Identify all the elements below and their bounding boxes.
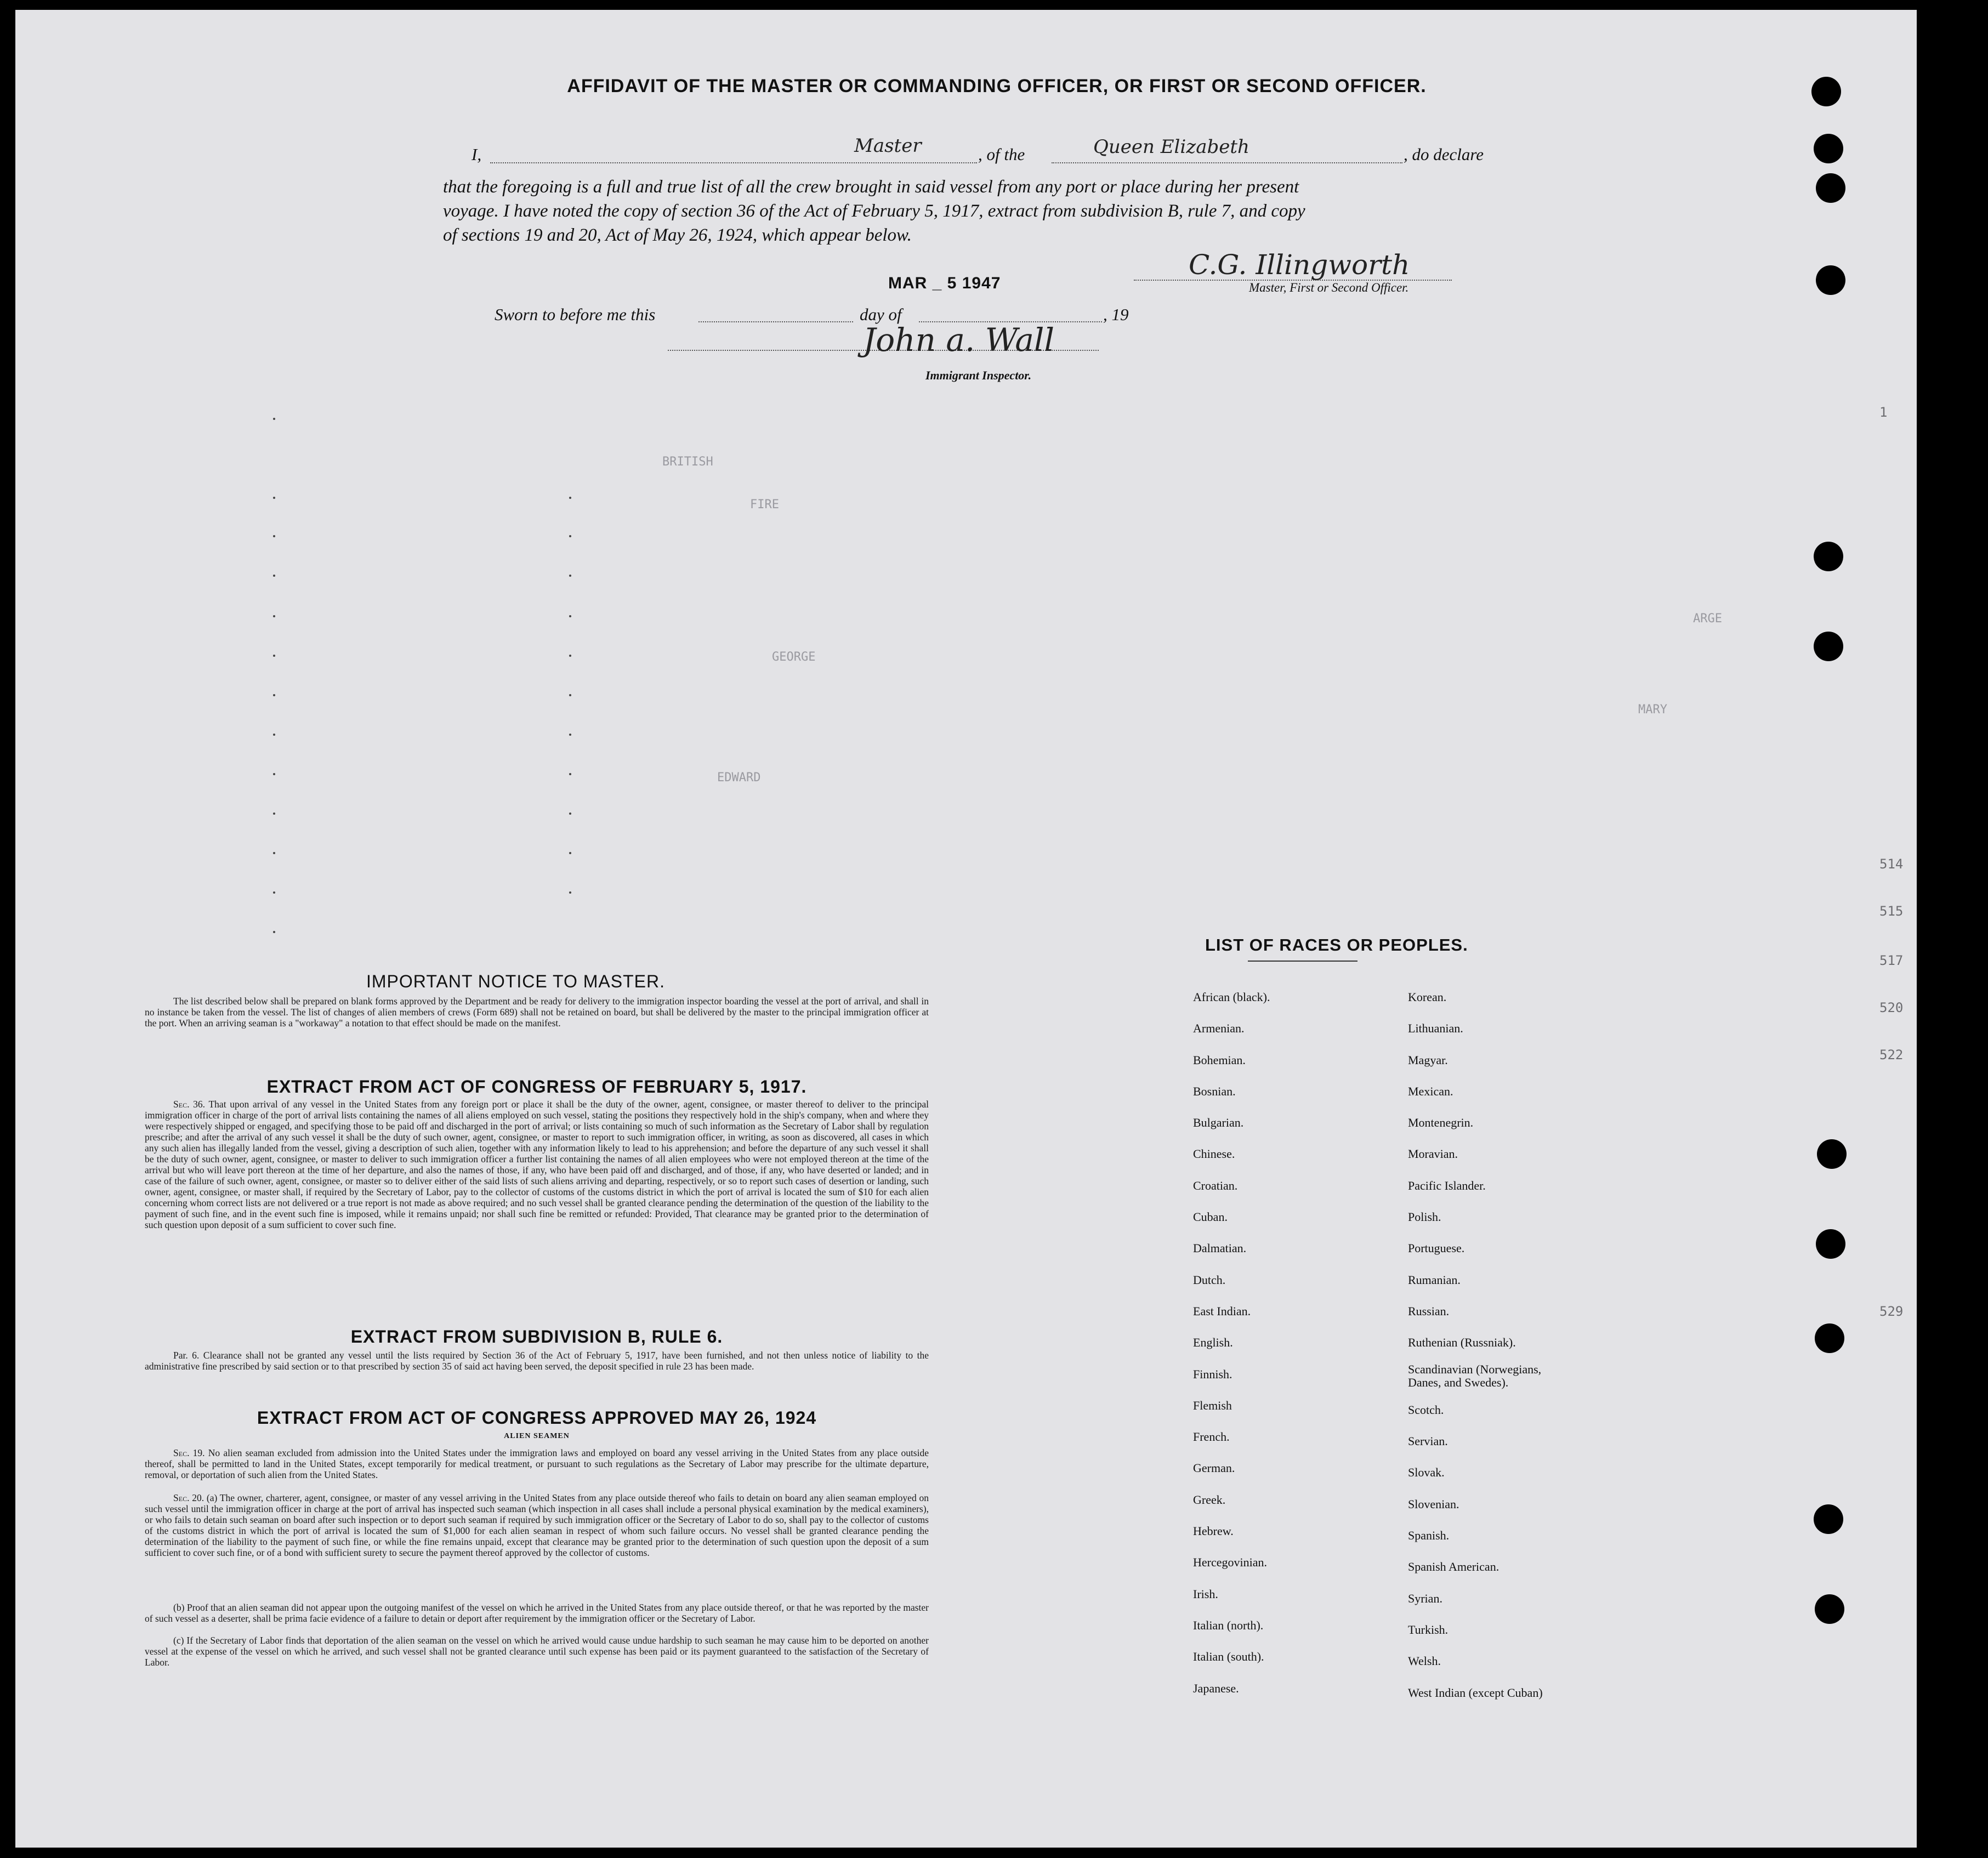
race-item: Polish. — [1408, 1210, 1441, 1224]
extract-1924-subtitle: ALIEN SEAMEN — [504, 1432, 570, 1440]
punch-hole — [1815, 1594, 1844, 1624]
of-the-label: , of the — [978, 145, 1025, 164]
punch-hole — [1815, 1323, 1844, 1353]
race-item: Portuguese. — [1408, 1241, 1465, 1255]
affidavit-title: AFFIDAVIT OF THE MASTER OR COMMANDING OFFICER, OR FIRST OR SECOND OFFICER. — [567, 76, 1427, 96]
officer-caption: Master, First or Second Officer. — [1249, 281, 1409, 294]
race-item: Montenegrin. — [1408, 1116, 1474, 1130]
punch-hole — [1814, 542, 1843, 571]
sec19-text: No alien seaman excluded from admission into the United States under the immigration laws and employed on board any vessel arriving in the United States from any place outside thereof, shall be permitted to land in the United States, except temporarily for medical treatment, or pursuant to such regulations as the Secretary of Labor may prescribe for the ultimate departure, removal, or deportation of such alien from the United States. — [145, 1447, 929, 1480]
race-item: Japanese. — [1193, 1681, 1239, 1695]
vessel-handwritten: Queen Elizabeth — [1093, 136, 1249, 158]
race-item: Greek. — [1193, 1492, 1226, 1507]
affidavit-body-line-1: that the foregoing is a full and true list of all the crew brought in said vessel from any port or place during her present — [443, 177, 1299, 197]
race-item: Flemish — [1193, 1398, 1232, 1412]
day-of-label: day of — [860, 305, 902, 324]
extract-1924-title: EXTRACT FROM ACT OF CONGRESS APPROVED MAY 26, 1924 — [257, 1408, 817, 1428]
race-item: Scotch. — [1408, 1402, 1444, 1417]
race-item: Russian. — [1408, 1304, 1450, 1318]
race-item: Turkish. — [1408, 1622, 1449, 1637]
affidavit-body-line-3: of sections 19 and 20, Act of May 26, 1924, which appear below. — [443, 225, 912, 245]
race-item: Hebrew. — [1193, 1524, 1234, 1538]
punch-hole — [1817, 1139, 1847, 1169]
races-title: LIST OF RACES OR PEOPLES. — [1205, 935, 1468, 954]
race-item: French. — [1193, 1430, 1230, 1444]
race-item: Slovak. — [1408, 1465, 1445, 1480]
race-item: Spanish American. — [1408, 1560, 1499, 1574]
extract-1924-sec20b: (b) Proof that an alien seaman did not appear upon the outgoing manifest of the vessel on which he arrived in the United States from any place outside thereof, or that he was reported by the master of such vessel as a deserter, shall be prima facie evidence of a failure to detain or deport after requirement by the immigration officer or the Secretary of Labor. — [145, 1602, 929, 1624]
race-item: Italian (north). — [1193, 1618, 1264, 1632]
races-left-column — [1193, 981, 1390, 1704]
races-title-rule — [1248, 961, 1357, 962]
race-item: Rumanian. — [1408, 1272, 1461, 1287]
race-item: Cuban. — [1193, 1210, 1228, 1224]
race-item: Pacific Islander. — [1408, 1178, 1486, 1192]
extract-1924-sec19 — [145, 1447, 929, 1480]
race-item: German. — [1193, 1461, 1235, 1475]
race-item: Chinese. — [1193, 1147, 1235, 1161]
race-item: Finnish. — [1193, 1367, 1232, 1381]
extract-1917-title: EXTRACT FROM ACT OF CONGRESS OF FEBRUARY 5, 1917. — [266, 1077, 807, 1096]
extract-rule6-title: EXTRACT FROM SUBDIVISION B, RULE 6. — [350, 1327, 723, 1346]
affidavit-body-line-2: voyage. I have noted the copy of section 36 of the Act of February 5, 1917, extract from subdivision B, rule 7, and copy — [443, 201, 1305, 221]
race-item: Armenian. — [1193, 1021, 1245, 1036]
race-item: Mexican. — [1408, 1084, 1453, 1098]
sworn-label: Sworn to before me this — [495, 305, 656, 324]
notice-text: The list described below shall be prepared on blank forms approved by the Department and be ready for delivery to the immigration inspector boarding the vessel at the port of arrival, and shall in no instance be taken from the vessel. The list of changes of alien members of crews (Form 689) shall not be retained on board, but shall be delivered by the master to the principal immigration officer at the port. When an arriving seaman is a "workaway" a notation to that effect should be made on the manifest. — [145, 996, 929, 1029]
extract-1924-sec20a — [145, 1492, 929, 1558]
race-item: Irish. — [1193, 1587, 1218, 1601]
extract-rule6-text: Clearance shall not be granted any vessel until the lists required by Section 36 of the Act of February 5, 1917, have been furnished, and not then unless notice of liability to the administrative fine prescribed by said section or to that prescribed by section 35 of said act having been served, the deposit specified in rule 23 has been made. — [145, 1350, 929, 1372]
races-right-column — [1408, 981, 1649, 1708]
race-item: Bohemian. — [1193, 1053, 1246, 1067]
date-stamp: MAR _ 5 1947 — [888, 274, 1001, 292]
race-item: Syrian. — [1408, 1591, 1442, 1605]
punch-hole — [1811, 77, 1841, 106]
inspector-caption: Immigrant Inspector. — [925, 368, 1032, 382]
race-item: Dutch. — [1193, 1272, 1226, 1287]
sec20a-text: (a) The owner, charterer, agent, consignee, or master of any vessel arriving in the United States from any place outside thereof who fails to detain on board any alien seaman employed on such vessel until the immigration officer in charge at the port of arrival has inspected such seaman (which inspection in all cases shall include a personal physical examination by the medical examiners), or who fails to detain such seaman on board after such inspection or to deport such seaman if required by such immigration officer or the Secretary of Labor to do so, shall pay to the collector of customs of the customs district in which the port of arrival is located the sum of $1,000 for each alien seaman in respect of whom such failure occurs. No vessel shall be granted clearance pending the determination of the liability to the payment of such fine, or while the fine remains unpaid, except that clearance may be granted prior to the determination of such question upon the deposit of a sum sufficient to cover such fine, or of a bond with sufficient surety to secure the payment thereof approved by the collector of customs. — [145, 1492, 929, 1558]
race-item: Bosnian. — [1193, 1084, 1236, 1098]
notice-title: IMPORTANT NOTICE TO MASTER. — [366, 971, 665, 991]
race-item: English. — [1193, 1336, 1233, 1350]
race-item: Moravian. — [1408, 1147, 1458, 1161]
race-item: Italian (south). — [1193, 1650, 1264, 1664]
race-item: Scandinavian (Norwegians, Danes, and Swedes). — [1408, 1362, 1542, 1389]
extract-rule6-body — [145, 1350, 929, 1372]
document-page: AFFIDAVIT OF THE MASTER OR COMMANDING OFFICER, OR FIRST OR SECOND OFFICER. I, Master , of the Queen Elizabeth , do declare that the foregoing is a full and true list of all the crew brought in said vessel from any port or place during her present voyage. I have noted the copy of section 36 of the Act of February 5, 1917, extract from subdivision B, rule 7, and copy of sections 19 and 20, Act of May 26, 1924, which appear below. MAR _ 5 1947 C.G. Illingworth Master, First or Second Officer. Sworn to before me this day of , 19 John a. Wall Immigrant Inspector. BRITISH FIRE GEORGE EDWARD ARGE MARY 1 514 515 517 520 522 529 IMPORTANT NOTICE TO MASTER. The list described below shall be prepared on blank forms approved by the Department and be ready for delivery to the immigration inspector boarding the vessel at the port of arrival, and shall in no instance be taken from the vessel. The list of changes of alien members of crews (Form 689) shall not be retained on board, but shall be delivered by the master to the principal immigration officer at the port. When an arriving seaman is a "workaway" a notation to that effect should be made on the manifest. EXTRACT FROM ACT OF CONGRESS OF FEBRUARY 5, 1917. Sec. 36. That upon arrival of any vessel in the United States from any foreign port or place it shall be the duty of the owner, agent, consignee, or master thereof to deliver to the principal immigration officer in charge of the port of arrival lists containing the names of all aliens employed on such vessel, stating the positions they respectively hold in the ship's company, when and where they were respectively shipped or engaged, and specifying those to be paid off and discharged in the port of arrival; or lists containing so much of such information as the Secretary of Labor shall by regulation prescribe; and after the arrival of any such vessel it shall be the duty of such owner, agent, consignee, or master to report to such immigration officer, in writing, as soon as discovered, all cases in which any such alien has illegally landed from the vessel, giving a description of such alien, together with any information likely to lead to his apprehension; and before the departure of any such vessel it shall be the duty of such owner, agent, consignee, or master to deliver to such immigration officer a further list containing the names of all alien employees who were not employed thereon at the time of the arrival but who will leave port thereon at the time of her departure, and also the names of those, if any, who have been paid off and discharged, and of those, if any, who have deserted or landed; and in case of the failure of such owner, agent, consignee, or master so to deliver either of the said lists of such aliens arriving and departing, respectively, or so to report such cases of desertion or landing, such owner, agent, consignee, or master shall, if required by the Secretary of Labor, pay to the collector of customs of the customs district in which the port of arrival is located the sum of $10 for each alien concerning whom correct lists are not delivered or a true report is not made as above required; and no such vessel shall be granted clearance pending the determination of the question of the liability to the payment of such fine, and in the event such fine is imposed, while it remains unpaid; nor shall such fine be remitted or refunded: Provided, That clearance may be granted prior to the determination of such question upon deposit of a sum sufficient to cover such fine. EXTRACT FROM SUBDIVISION B, RULE 6. Par. 6. Clearance shall not be granted any vessel until the lists required by Section 36 of the Act of February 5, 1917, have been furnished, and not then unless notice of liability to the administrative fine prescribed by said section or to that prescribed by section 35 of said act having been served, the deposit specified in rule 23 has been made. EXTRACT FROM ACT OF CONGRESS APPROVED MAY 26, 1924 ALIEN SEAMEN Sec. 19. No alien seaman excluded from admission into the United States under the immigration laws and employed on board any vessel arriving in the United States from any place outside thereof, shall be permitted to land in the United States, except temporarily for medical treatment, or pursuant to such regulations as the Secretary of Labor may prescribe for the ultimate departure, removal, or deportation of such alien from the United States. Sec. 20. (a) The owner, charterer, agent, consignee, or master of any vessel arriving in the United States from any place outside thereof who fails to detain on board any alien seaman employed on such vessel until the immigration officer in charge at the port of arrival has inspected such seaman (which inspection in all cases shall include a personal physical examination by the medical examiners), or who fails to detain such seaman on board after such inspection or to deport such seaman if required by such immigration officer or the Secretary of Labor to do so, shall pay to the collector of customs of the customs district in which the port of arrival is located the sum of $1,000 for each alien seaman in respect of whom such failure occurs. No vessel shall be granted clearance pending the determination of the liability to the payment of such fine, or while the fine remains unpaid, except that clearance may be granted prior to the determination of such question upon the deposit of a sum sufficient to cover such fine, or of a bond with sufficient surety to secure the payment thereof approved by the collector of customs. (b) Proof that an alien seaman did not appear upon the outgoing manifest of the vessel on which he arrived in the United States from any place outside thereof, or that he was reported by the master of such vessel as a deserter, shall be prima facie evidence of a failure to detain or deport after requirement by the immigration officer or the Secretary of Labor. (c) If the Secretary of Labor finds that deportation of the alien seaman on the vessel on which he arrived would cause undue hardship to such seaman he may cause him to be deported on another vessel at the expense of the vessel on which he arrived, and such vessel shall not be granted clearance until such expense has been paid or its payment guaranteed to the satisfaction of the Secretary of Labor. LIST OF RACES OR PEOPLES. African (black). Armenian. Bohemian. Bosnian. Bulgarian. Chinese. Croatian. Cuban. Dalmatian. Dutch. East Indian. English. Finnish. Flemish French. German. Greek. Hebrew. Hercegovinian. Irish. Italian (north). Italian (south). Japanese. Korean. Lithuanian. Magyar. Mexican. Montenegrin. Moravian. Pacific Islander. Polish. Portuguese. Rumanian. Russian. Ruthenian (Russniak). Scandinavian (Norwegians, Danes, and Swedes). Scotch. Servian. Slovak. Slovenian. Spanish. Spanish American. Syrian. Turkish. Welsh. West Indian (except Cuban) — [15, 10, 1917, 1848]
i-label: I, — [472, 145, 482, 164]
sec19-label: Sec. 19. — [173, 1447, 205, 1458]
extract-1917-text: That upon arrival of any vessel in the United States from any foreign port or place it shall be the duty of the owner, agent, consignee, or master thereof to deliver to the principal immigration officer in charge of the port of arrival lists containing the names of all aliens employed on such vessel, stating the positions they respectively hold in the ship's company, when and where they were respectively shipped or engaged, and specifying those to be paid off and discharged in the port of arrival; or lists containing so much of such information as the Secretary of Labor shall by regulation prescribe; and after the arrival of any such vessel it shall be the duty of such owner, agent, consignee, or master to report to such immigration officer, in writing, as soon as discovered, all cases in which any such alien has illegally landed from the vessel, giving a description of such alien, together with any information likely to lead to his apprehension; and before the departure of any such vessel it shall be the duty of such owner, agent, consignee, or master to deliver to such immigration officer a further list containing the names of all alien employees who were not employed thereon at the time of the arrival but who will leave port thereon at the time of her departure, and also the names of those, if any, who have been paid off and discharged, and of those, if any, who have deserted or landed; and in case of the failure of such owner, agent, consignee, or master so to deliver either of the said lists of such aliens arriving and departing, respectively, or so to report such cases of desertion or landing, such owner, agent, consignee, or master shall, if required by the Secretary of Labor, pay to the collector of customs of the customs district in which the port of arrival is located the sum of $10 for each alien concerning whom correct lists are not delivered or a true report is not made as above required; and no such vessel shall be granted clearance pending the determination of the question of the liability to the payment of such fine, and in the event such fine is imposed, while it remains unpaid; nor shall such fine be remitted or refunded: Provided, That clearance may be granted prior to the determination of such question upon deposit of a sum sufficient to cover such fine. — [145, 1099, 929, 1230]
punch-hole — [1816, 1229, 1845, 1259]
year-label: , 19 — [1103, 305, 1129, 324]
extract-1917-body — [145, 1099, 929, 1230]
punch-hole — [1814, 134, 1843, 163]
punch-hole — [1814, 632, 1843, 661]
race-item: Magyar. — [1408, 1053, 1448, 1067]
race-item: Lithuanian. — [1408, 1021, 1463, 1036]
extract-1917-sec-label: Sec. 36. — [173, 1099, 206, 1110]
race-item: Croatian. — [1193, 1178, 1238, 1192]
sec20-label: Sec. 20. — [173, 1492, 205, 1503]
race-item: Hercegovinian. — [1193, 1555, 1267, 1570]
race-item: Korean. — [1408, 990, 1447, 1004]
officer-signature: C.G. Illingworth — [1189, 249, 1410, 281]
punch-hole — [1814, 1504, 1843, 1534]
extract-rule6-par-label: Par. 6. — [173, 1350, 200, 1361]
race-item: Dalmatian. — [1193, 1241, 1247, 1255]
inspector-signature: John a. Wall — [863, 321, 1055, 359]
race-item: Ruthenian (Russniak). — [1408, 1336, 1516, 1350]
rank-handwritten: Master — [854, 135, 922, 157]
race-item: Bulgarian. — [1193, 1116, 1244, 1130]
extract-1924-sec20c: (c) If the Secretary of Labor finds that deportation of the alien seaman on the vessel on which he arrived would cause undue hardship to such seaman he may cause him to be deported on another vessel at the expense of the vessel on which he arrived, and such vessel shall not be granted clearance until such expense has been paid or its payment guaranteed to the satisfaction of the Secretary of Labor. — [145, 1635, 929, 1668]
race-item: African (black). — [1193, 990, 1270, 1004]
race-item: Servian. — [1408, 1434, 1448, 1448]
race-item: Welsh. — [1408, 1654, 1441, 1668]
race-item: Slovenian. — [1408, 1497, 1459, 1511]
race-item: West Indian (except Cuban) — [1408, 1685, 1543, 1700]
punch-hole — [1816, 173, 1845, 203]
do-declare-label: , do declare — [1404, 145, 1484, 164]
race-item: East Indian. — [1193, 1304, 1251, 1318]
punch-hole — [1816, 265, 1845, 295]
race-item: Spanish. — [1408, 1529, 1450, 1543]
